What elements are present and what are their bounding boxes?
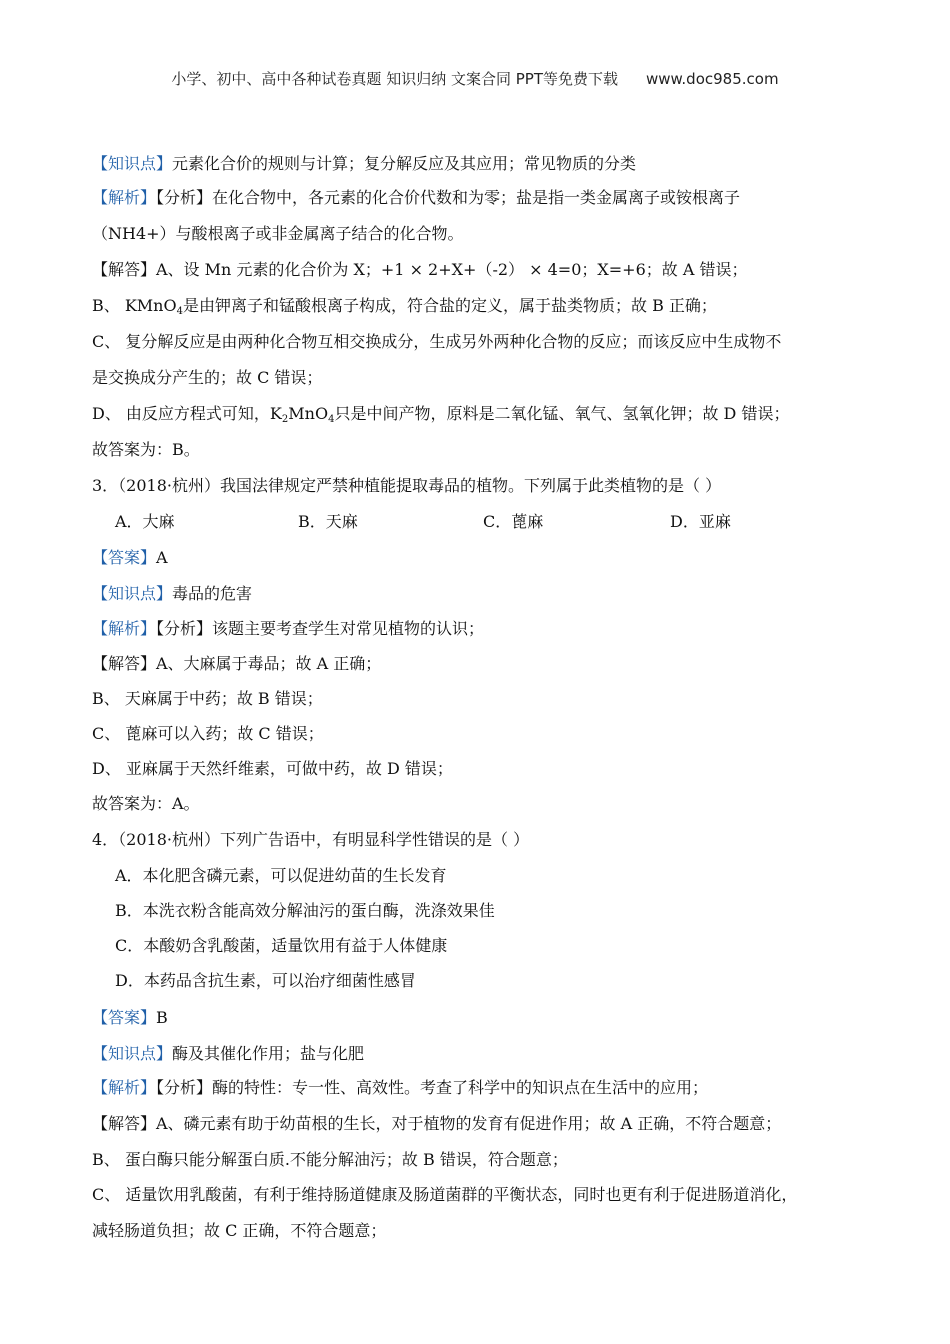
knowledge-text: 毒品的危害	[172, 584, 253, 603]
q4-stem: 4．（2018·杭州）下列广告语中，有明显科学性错误的是（ ）	[92, 830, 530, 849]
analysis-text: 【分析】该题主要考查学生对常见植物的认识；	[156, 619, 485, 638]
answer-value: B	[156, 1008, 168, 1027]
q4-analysis-line	[92, 1076, 872, 1100]
q3-answer-line	[92, 546, 872, 570]
text: MnO	[288, 404, 329, 423]
q4-knowledge-line	[92, 1042, 872, 1066]
q2-solution-a: 【解答】A、设 Mn 元素的化合价为 X；+1 × 2+X+（-2） × 4=0；X=+6；故 A 错误；	[92, 260, 748, 279]
q3-knowledge-line	[92, 582, 872, 606]
knowledge-tag: 【知识点】	[92, 584, 173, 603]
q3-option-c: C．蓖麻	[483, 512, 544, 531]
q3-option-d: D．亚麻	[670, 512, 731, 531]
q2-solution-b	[92, 294, 872, 324]
analysis-tag: 【解析】	[92, 619, 157, 638]
q3-solution-d: D、 亚麻属于天然纤维素，可做中药，故 D 错误；	[92, 759, 453, 778]
header-text: 小学、初中、高中各种试卷真题 知识归纳 文案合同 PPT等免费下载	[171, 70, 618, 88]
answer-value: A	[156, 548, 168, 567]
q4-solution-a: 【解答】A、磷元素有助于幼苗根的生长，对于植物的发育有促进作用；故 A 正确，不符合题意；	[92, 1114, 782, 1133]
q4-solution-b: B、 蛋白酶只能分解蛋白质.不能分解油污；故 B 错误，符合题意；	[92, 1150, 568, 1169]
analysis-text: 【分析】酶的特性：专一性、高效性。考查了科学中的知识点在生活中的应用；	[156, 1078, 709, 1097]
knowledge-tag: 【知识点】	[92, 154, 173, 173]
analysis-tag: 【解析】	[92, 188, 157, 207]
q3-options	[115, 510, 895, 534]
knowledge-tag: 【知识点】	[92, 1044, 173, 1063]
subscript: 4	[328, 414, 335, 425]
q2-analysis-line	[92, 186, 872, 210]
header-url[interactable]: www.doc985.com	[645, 70, 779, 88]
q4-answer-line	[92, 1006, 872, 1030]
subscript: 2	[281, 414, 289, 425]
page-header	[0, 68, 950, 89]
q4-option-a: A．本化肥含磷元素，可以促进幼苗的生长发育	[115, 866, 447, 885]
q4-option-b: B．本洗衣粉含能高效分解油污的蛋白酶，洗涤效果佳	[115, 901, 495, 920]
q2-solution-d	[92, 402, 872, 432]
subscript: 4	[176, 306, 183, 317]
text: 只是中间产物，原料是二氧化锰、氧气、氢氧化钾；故 D 错误；	[334, 404, 790, 423]
q3-solution-b: B、 天麻属于中药；故 B 错误；	[92, 689, 323, 708]
knowledge-text: 元素化合价的规则与计算；复分解反应及其应用；常见物质的分类	[172, 154, 637, 173]
q2-conclusion: 故答案为：B。	[92, 440, 200, 459]
answer-tag: 【答案】	[92, 1008, 157, 1027]
q4-option-d: D．本药品含抗生素，可以治疗细菌性感冒	[115, 971, 416, 990]
q3-conclusion: 故答案为：A。	[92, 794, 200, 813]
q4-solution-c-2: 减轻肠道负担；故 C 正确，不符合题意；	[92, 1221, 387, 1240]
text: B、 KMnO	[92, 296, 177, 315]
q3-analysis-line	[92, 617, 872, 641]
answer-tag: 【答案】	[92, 548, 157, 567]
analysis-tag: 【解析】	[92, 1078, 157, 1097]
q3-solution-c: C、 蓖麻可以入药；故 C 错误；	[92, 724, 324, 743]
q3-option-b: B．天麻	[298, 512, 358, 531]
q2-solution-c-2: 是交换成分产生的；故 C 错误；	[92, 368, 323, 387]
q2-solution-c: C、 复分解反应是由两种化合物互相交换成分，生成另外两种化合物的反应；而该反应中生成物不	[92, 332, 782, 351]
q3-option-a: A．大麻	[115, 512, 175, 531]
text: 是由钾离子和锰酸根离子构成，符合盐的定义，属于盐类物质；故 B 正确；	[182, 296, 717, 315]
text: D、 由反应方程式可知，K	[92, 404, 282, 423]
analysis-text: 【分析】在化合物中，各元素的化合价代数和为零；盐是指一类金属离子或铵根离子	[156, 188, 741, 207]
q3-solution-a: 【解答】A、大麻属于毒品；故 A 正确；	[92, 654, 382, 673]
q4-option-c: C．本酸奶含乳酸菌，适量饮用有益于人体健康	[115, 936, 448, 955]
q4-solution-c: C、 适量饮用乳酸菌，有利于维持肠道健康及肠道菌群的平衡状态，同时也更有利于促进肠道消化，	[92, 1185, 798, 1204]
knowledge-text: 酶及其催化作用；盐与化肥	[172, 1044, 365, 1063]
q3-stem: 3．（2018·杭州）我国法律规定严禁种植能提取毒品的植物。下列属于此类植物的是（ ）	[92, 476, 722, 495]
q2-knowledge-line	[92, 152, 872, 176]
q2-analysis-line-2: （NH4+）与酸根离子或非金属离子结合的化合物。	[92, 224, 464, 243]
